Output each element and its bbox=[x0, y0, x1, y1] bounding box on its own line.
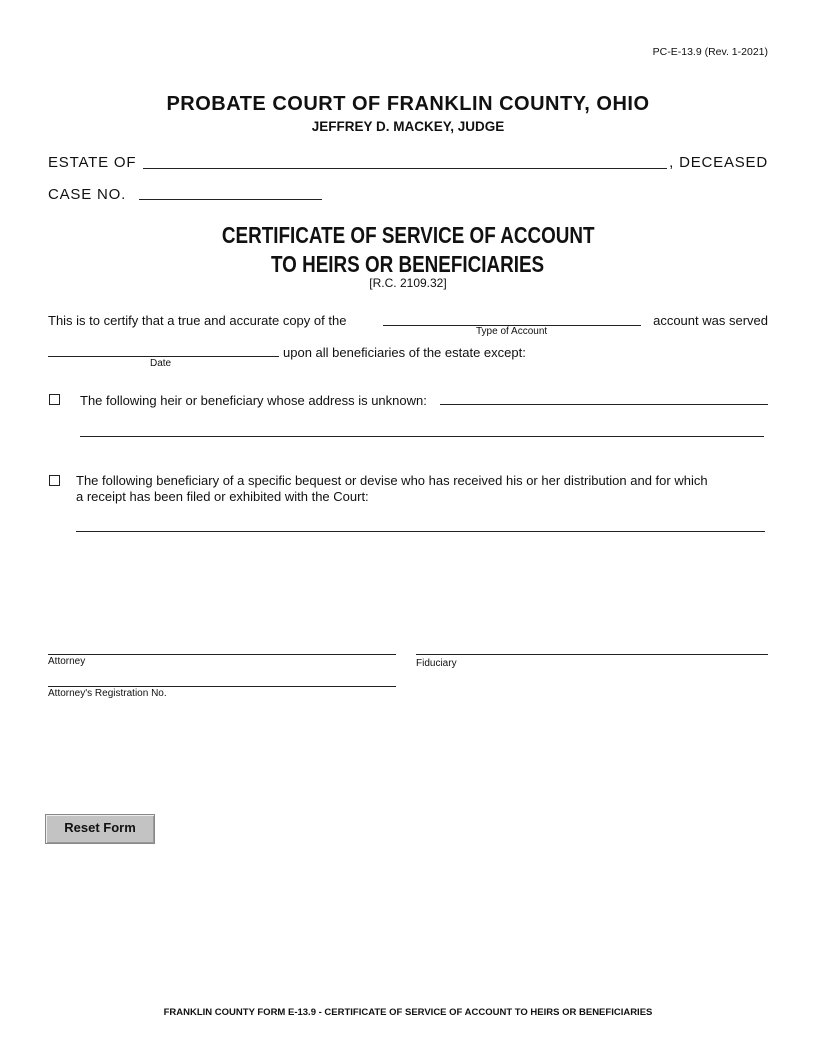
specific-bequest-text-line2: a receipt has been filed or exhibited with the Court: bbox=[76, 489, 369, 504]
judge-name: JEFFREY D. MACKEY, JUDGE bbox=[311, 119, 505, 134]
certify-prefix: This is to certify that a true and accurate copy of the bbox=[48, 313, 347, 328]
document-title-line2: TO HEIRS OR BENEFICIARIES bbox=[271, 251, 545, 277]
reset-form-button[interactable]: Reset Form bbox=[45, 814, 155, 844]
case-no-label: CASE NO. bbox=[48, 186, 127, 203]
attorney-label: Attorney bbox=[48, 656, 86, 667]
attorney-registration-field[interactable] bbox=[48, 686, 396, 687]
statute-reference: [R.C. 2109.32] bbox=[369, 276, 447, 290]
deceased-label: , DECEASED bbox=[669, 154, 768, 171]
court-name: PROBATE COURT OF FRANKLIN COUNTY, OHIO bbox=[166, 93, 650, 115]
unknown-address-text: The following heir or beneficiary whose address is unknown: bbox=[80, 393, 427, 408]
account-type-label: Type of Account bbox=[476, 326, 548, 337]
case-no-field[interactable] bbox=[139, 199, 322, 200]
attorney-registration-label: Attorney's Registration No. bbox=[48, 688, 167, 699]
fiduciary-signature-field[interactable] bbox=[416, 654, 768, 655]
estate-name-field[interactable] bbox=[143, 168, 667, 169]
unknown-address-field-2[interactable] bbox=[80, 436, 764, 437]
specific-bequest-checkbox[interactable] bbox=[49, 475, 60, 486]
document-title-line1: CERTIFICATE OF SERVICE OF ACCOUNT bbox=[221, 222, 595, 248]
date-field[interactable] bbox=[48, 356, 279, 357]
form-id: PC-E-13.9 (Rev. 1-2021) bbox=[652, 46, 768, 58]
footer: FRANKLIN COUNTY FORM E-13.9 - CERTIFICATE OF SERVICE OF ACCOUNT TO HEIRS OR BENEFICIARIES bbox=[163, 1007, 653, 1018]
date-label: Date bbox=[150, 358, 172, 369]
specific-bequest-field[interactable] bbox=[76, 531, 765, 532]
unknown-address-field-1[interactable] bbox=[440, 404, 768, 405]
attorney-signature-field[interactable] bbox=[48, 654, 396, 655]
date-suffix: upon all beneficiaries of the estate except: bbox=[283, 345, 526, 360]
estate-label: ESTATE OF bbox=[48, 154, 137, 171]
certify-suffix: account was served bbox=[653, 313, 768, 328]
unknown-address-checkbox[interactable] bbox=[49, 394, 60, 405]
specific-bequest-text-line1: The following beneficiary of a specific bequest or devise who has received his or her distribution and for which bbox=[76, 473, 708, 488]
fiduciary-label: Fiduciary bbox=[416, 658, 457, 669]
